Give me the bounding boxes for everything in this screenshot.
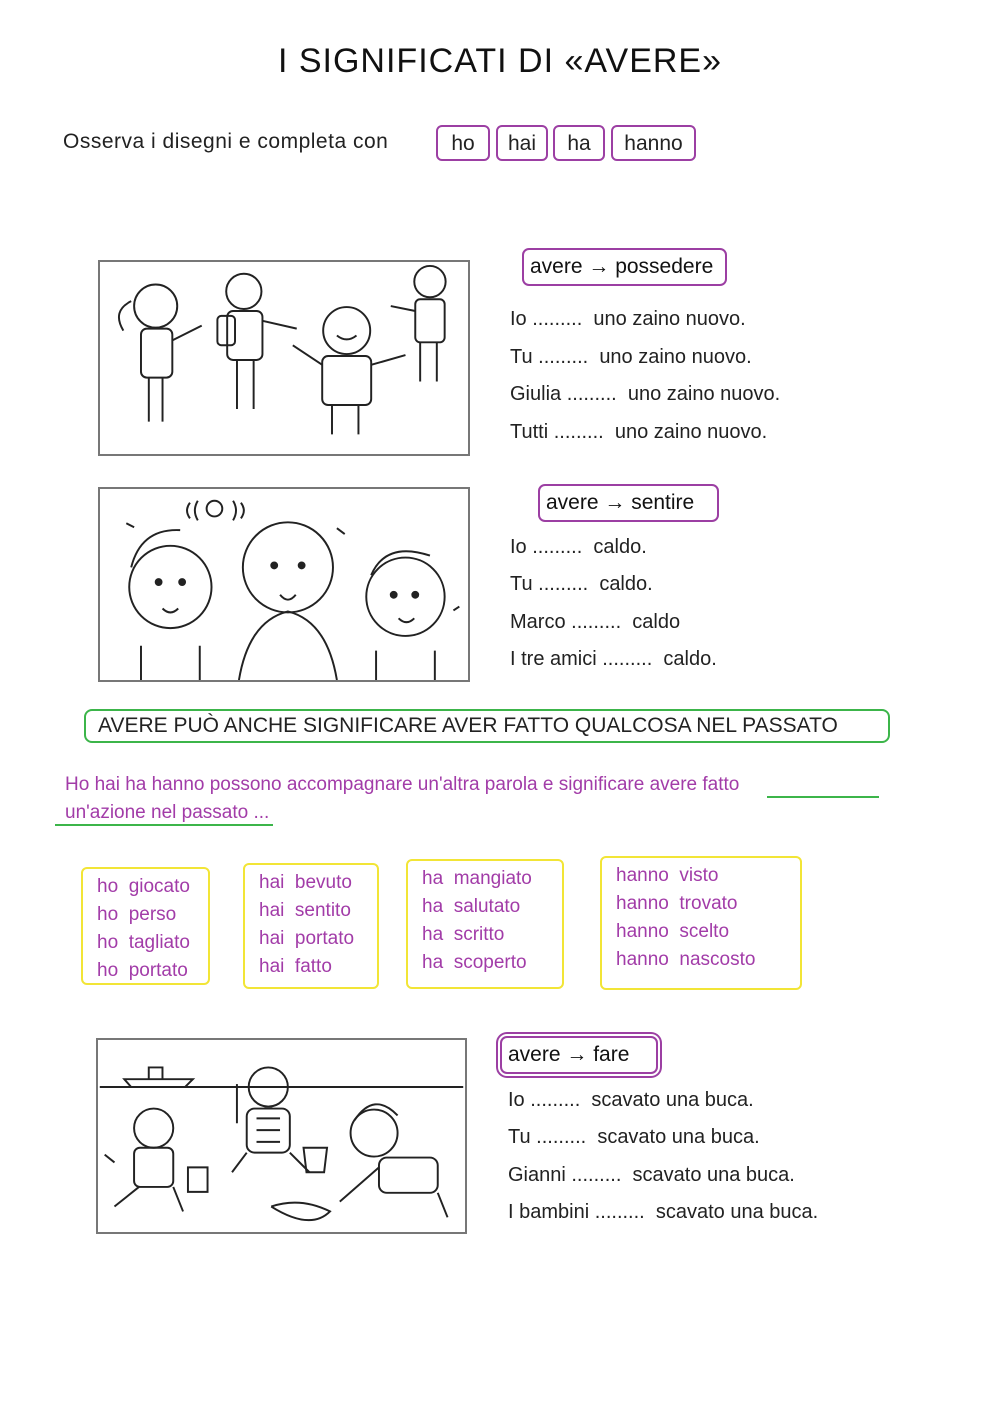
sentence-rest: uno zaino nuovo. [599, 346, 752, 368]
green-underline [767, 796, 879, 798]
sentence-io-caldo [510, 536, 647, 559]
instruction-text: Osserva i disegni e completa con [63, 130, 389, 153]
sentence-rest: uno zaino nuovo. [593, 308, 746, 330]
subject: Io [510, 308, 527, 330]
sentence-giulia-zaino [510, 383, 780, 406]
sentence-amici-caldo [510, 648, 717, 671]
fill-blank: ......... [571, 1164, 622, 1186]
examples-hanno [600, 856, 802, 990]
sentence-io-zaino [510, 308, 746, 331]
example-item: hai fatto [259, 956, 332, 977]
explanation-line-2 [65, 802, 269, 824]
sentence-tu-caldo [510, 573, 653, 596]
green-underline [55, 824, 273, 826]
chip-hai: hai [496, 125, 548, 161]
illustration-kids-backpacks [98, 260, 470, 456]
subject: Giulia [510, 383, 562, 405]
sentence-rest: uno zaino nuovo. [614, 421, 768, 443]
chip-ho: ho [436, 125, 490, 161]
sentence-rest: caldo. [663, 648, 717, 670]
subject: Tu [510, 346, 533, 368]
subject: Tu [510, 573, 533, 595]
explanation-line-1 [65, 774, 739, 796]
past-meaning-banner: AVERE PUÒ ANCHE SIGNIFICARE AVER FATTO QUALCOSA NEL PASSATO [84, 709, 890, 743]
subject: Tutti [510, 421, 549, 443]
illustration-kids-beach [96, 1038, 467, 1234]
page-title: I SIGNIFICATI DI «AVERE» [277, 42, 723, 80]
chip-hanno: hanno [611, 125, 696, 161]
example-item: hai bevuto [259, 872, 352, 893]
highlighted-phrase: un'azione nel passato [65, 802, 249, 823]
explanation-text: Ho hai ha hanno possono accompagnare un'altra parola e significare [65, 774, 650, 795]
fill-blank: ......... [532, 536, 583, 558]
sentence-tu-zaino [510, 346, 752, 369]
fill-blank: ......... [530, 1089, 581, 1111]
fill-blank: ......... [532, 308, 583, 330]
fill-blank: ......... [538, 573, 589, 595]
subject: Tu [508, 1126, 531, 1148]
fill-blank: ......... [536, 1126, 587, 1148]
fill-blank: ......... [594, 1201, 645, 1223]
tag-avere-possedere: avere → possedere [522, 248, 727, 286]
example-item: ha scoperto [422, 952, 527, 973]
fill-blank: ......... [538, 346, 589, 368]
example-item: ho tagliato [97, 932, 190, 953]
illustration-kids-hot [98, 487, 470, 682]
sentence-rest: scavato una buca. [597, 1126, 760, 1148]
sentence-rest: uno zaino nuovo. [627, 383, 781, 405]
sentence-gianni-buca [508, 1164, 795, 1187]
example-item: hanno visto [616, 865, 719, 886]
fill-blank: ......... [571, 611, 622, 633]
example-item: ho perso [97, 904, 177, 925]
sentence-rest: scavato una buca. [632, 1164, 795, 1186]
fill-blank: ......... [602, 648, 653, 670]
example-item: ho giocato [97, 876, 190, 897]
sentence-rest: caldo. [599, 573, 653, 595]
examples-ho [81, 867, 210, 985]
example-item: ha salutato [422, 896, 521, 917]
tag-avere-fare: avere → fare [500, 1036, 658, 1074]
subject: Gianni [508, 1164, 566, 1186]
sentence-rest: caldo [632, 611, 681, 633]
example-item: hai sentito [259, 900, 351, 921]
sentence-bambini-buca [508, 1201, 818, 1224]
sentence-tu-buca [508, 1126, 760, 1149]
fill-blank: ......... [553, 421, 604, 443]
examples-ha [406, 859, 564, 989]
subject: I tre amici [510, 648, 597, 670]
example-item: hanno nascosto [616, 949, 756, 970]
sentence-rest: scavato una buca. [591, 1089, 754, 1111]
example-item: hai portato [259, 928, 355, 949]
subject: Io [508, 1089, 525, 1111]
fill-blank: ......... [566, 383, 617, 405]
sentence-rest: scavato una buca. [655, 1201, 819, 1223]
subject: Marco [510, 611, 566, 633]
ellipsis: ... [248, 802, 270, 823]
subject: Io [510, 536, 527, 558]
tag-avere-sentire: avere → sentire [538, 484, 719, 522]
sentence-marco-caldo [510, 611, 680, 634]
sentence-io-buca [508, 1089, 754, 1112]
sentence-rest: caldo. [593, 536, 647, 558]
example-item: ho portato [97, 960, 188, 981]
examples-hai [243, 863, 379, 989]
highlighted-phrase: avere fatto [649, 774, 740, 795]
example-item: ha mangiato [422, 868, 532, 889]
chip-ha: ha [553, 125, 605, 161]
example-item: hanno trovato [616, 893, 738, 914]
sentence-tutti-zaino [510, 421, 767, 444]
example-item: hanno scelto [616, 921, 730, 942]
subject: I bambini [508, 1201, 590, 1223]
example-item: ha scritto [422, 924, 505, 945]
